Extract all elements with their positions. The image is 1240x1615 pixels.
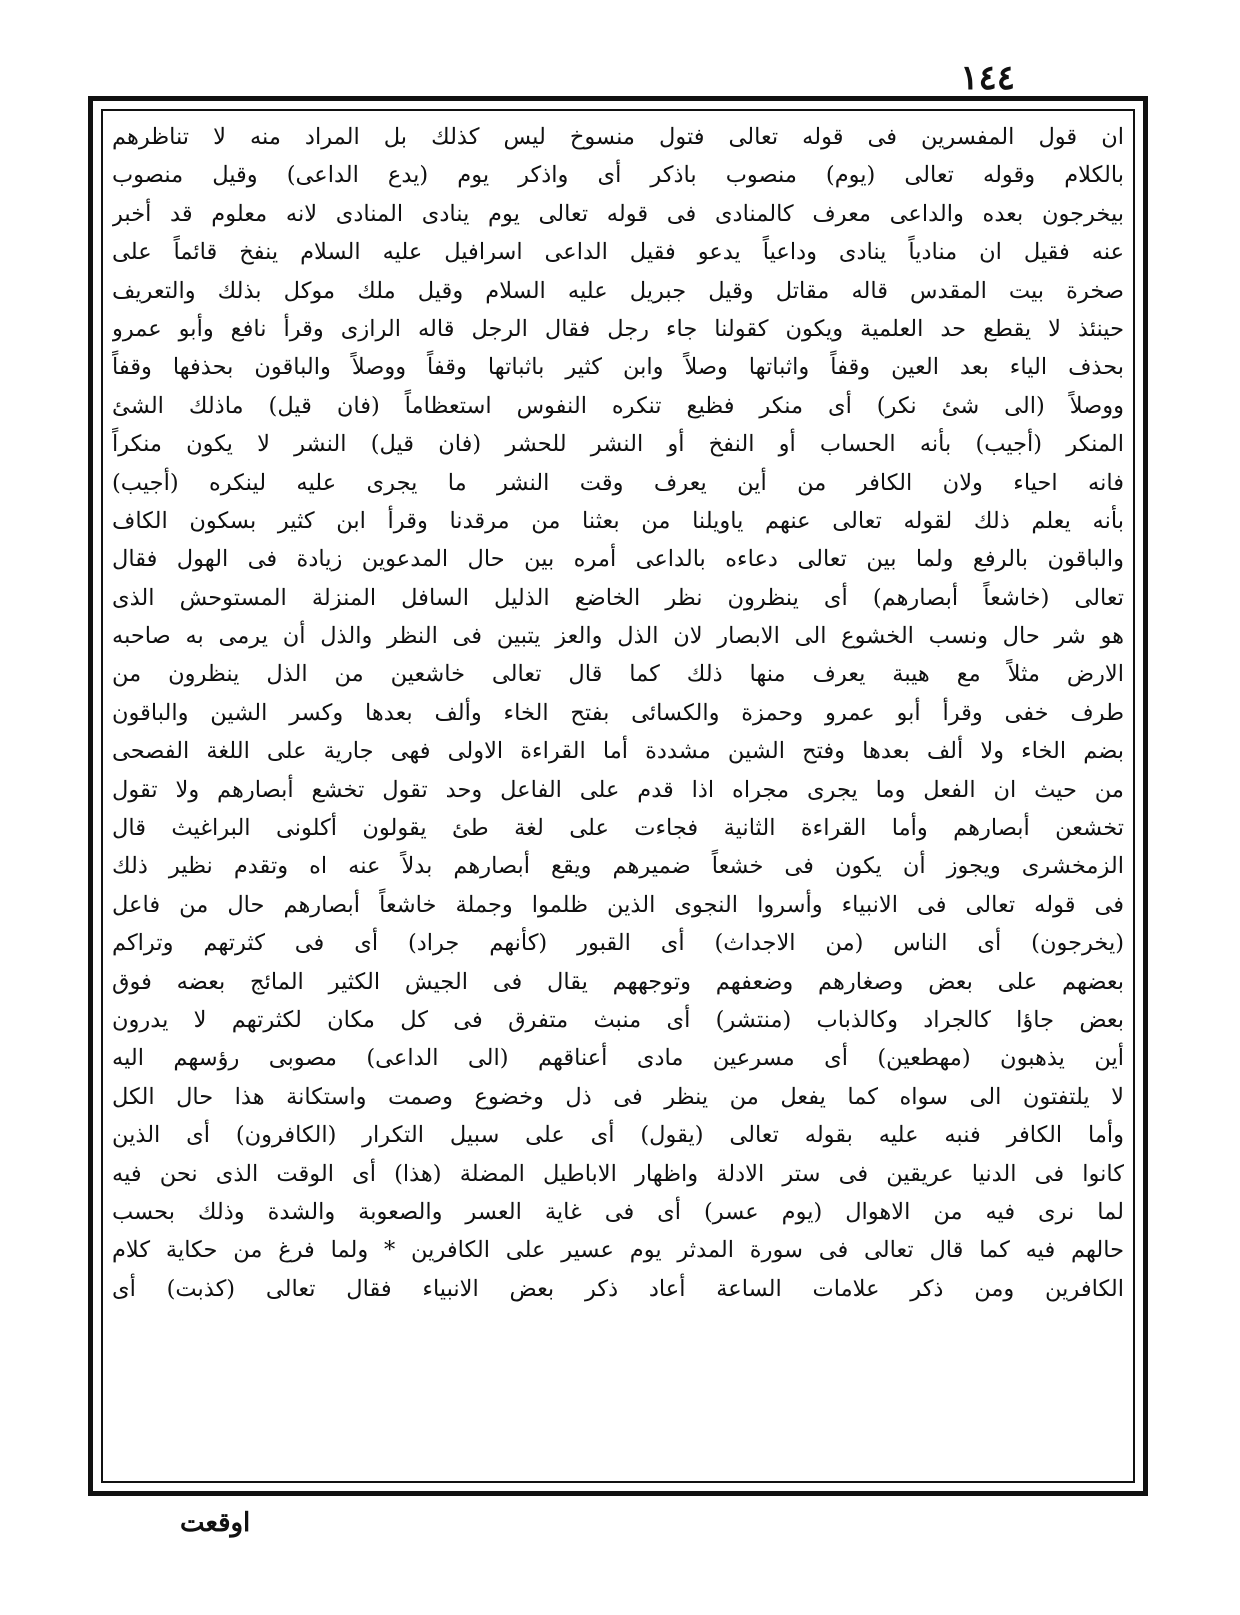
- text-block: [108, 118, 1128, 1478]
- text-line: بيخرجون بعده والداعى معرف كالمنادى فى قوله تعالى يوم ينادى المنادى لانه معلوم قد أخبر: [112, 200, 1124, 227]
- text-line: بحذف الياء بعد العين وقفاً واثباتها وصلاً وابن كثير باثباتها وقفاً ووصلاً والباقون بحذفها وقفاً: [112, 354, 1124, 381]
- text-line: بالكلام وقوله تعالى (يوم) منصوب باذكر أى واذكر يوم (يدع الداعى) وقيل منصوب: [112, 162, 1124, 189]
- text-line: فانه احياء ولان الكافر من أين يعرف وقت النشر ما يجرى عليه لينكره (أجيب): [112, 469, 1124, 496]
- text-line: صخرة بيت المقدس قاله مقاتل وقيل جبريل عليه السلام وقيل ملك موكل بذلك والتعريف: [112, 277, 1124, 304]
- text-line: لما نرى فيه من الاهوال (يوم عسر) أى فى غاية العسر والصعوبة والشدة وذلك بحسب: [112, 1198, 1124, 1225]
- text-line: والباقون بالرفع ولما بين تعالى دعاءه بالداعى أمره بين حال المدعوين زيادة فى الهول فقال: [112, 546, 1124, 573]
- text-line: الارض مثلاً مع هيبة يعرف منها ذلك كما قال تعالى خاشعين من الذل ينظرون من: [112, 661, 1124, 688]
- text-line: من حيث ان الفعل وما يجرى مجراه اذا قدم على الفاعل وحد تقول تخشع أبصارهم ولا تقول: [112, 776, 1124, 803]
- text-line: (يخرجون) أى الناس (من الاجداث) أى القبور (كأنهم جراد) أى فى كثرتهم وتراكم: [112, 930, 1124, 957]
- text-line: عنه فقيل ان منادياً ينادى وداعياً يدعو فقيل الداعى اسرافيل عليه السلام ينفخ قائماً على: [112, 239, 1124, 266]
- text-line: لا يلتفتون الى سواه كما يفعل من ينظر فى ذل وخضوع وصمت واستكانة هذا حال الكل: [112, 1083, 1124, 1110]
- text-line: ان قول المفسرين فى قوله تعالى فتول منسوخ ليس كذلك بل المراد منه لا تناظرهم: [112, 124, 1124, 150]
- text-line: بضم الخاء ولا ألف بعدها وفتح الشين مشددة أما القراءة الاولى فهى جارية على اللغة الفصحى: [112, 738, 1124, 765]
- text-line: هو شر حال ونسب الخشوع الى الابصار لان الذل والعز يتبين فى النظر والذل أن يرمى به صاحبه: [112, 623, 1124, 650]
- text-line: كانوا فى الدنيا عريقين فى ستر الادلة واظهار الاباطيل المضلة (هذا) أى الوقت الذى نحن فيه: [112, 1160, 1124, 1187]
- text-line: طرف خفى وقرأ أبو عمرو وحمزة والكسائى بفتح الخاء وألف بعدها وكسر الشين والباقون: [112, 699, 1124, 726]
- text-line: فى قوله تعالى فى الانبياء وأسروا النجوى الذين ظلموا وجملة خاشعاً أبصارهم حال من فاعل: [112, 891, 1124, 918]
- text-line: أين يذهبون (مهطعين) أى مسرعين مادى أعناقهم (الى الداعى) مصوبى رؤسهم اليه: [112, 1045, 1124, 1072]
- text-line: حينئذ لا يقطع حد العلمية ويكون كقولنا جاء رجل فقال الرجل قاله الرازى وقرأ نافع وأبو عمرو: [112, 315, 1124, 342]
- text-line: وأما الكافر فنبه عليه بقوله تعالى (يقول) أى على سبيل التكرار (الكافرون) أى الذين: [112, 1122, 1124, 1149]
- text-line: بأنه يعلم ذلك لقوله تعالى عنهم ياويلنا من بعثنا من مرقدنا وقرأ ابن كثير بسكون الكاف: [112, 507, 1124, 534]
- text-line: بعض جاؤا كالجراد وكالذباب (منتشر) أى منبث متفرق فى كل مكان لكثرتهم لا يدرون: [112, 1006, 1124, 1033]
- page-number: ١٤٤: [960, 58, 1015, 98]
- text-line: ووصلاً (الى شئ نكر) أى منكر فظيع تنكره النفوس استعظاماً (فان قيل) ماذلك الشئ: [112, 392, 1124, 419]
- catchword: اوقعت: [180, 1508, 251, 1538]
- text-line: الزمخشرى ويجوز أن يكون فى خشعاً ضميرهم ويقع أبصارهم بدلاً عنه اه وتقدم نظير ذلك: [112, 853, 1124, 880]
- text-line: بعضهم على بعض وصغارهم وضعفهم وتوجههم يقال فى الجيش الكثير المائج بعضه فوق: [112, 968, 1124, 995]
- text-line: تعالى (خاشعاً أبصارهم) أى ينظرون نظر الخاضع الذليل السافل المنزلة المستوحش الذى: [112, 584, 1124, 611]
- text-line: حالهم فيه كما قال تعالى فى سورة المدثر يوم عسير على الكافرين * ولما فرغ من حكاية كلام: [112, 1237, 1124, 1264]
- text-line: المنكر (أجيب) بأنه الحساب أو النفخ أو النشر للحشر (فان قيل) النشر لا يكون منكراً: [112, 431, 1124, 458]
- text-line: الكافرين ومن ذكر علامات الساعة أعاد ذكر بعض الانبياء فقال تعالى (كذبت) أى: [112, 1275, 1124, 1302]
- text-line: تخشعن أبصارهم وأما القراءة الثانية فجاءت على لغة طئ يقولون أكلونى البراغيث قال: [112, 815, 1124, 842]
